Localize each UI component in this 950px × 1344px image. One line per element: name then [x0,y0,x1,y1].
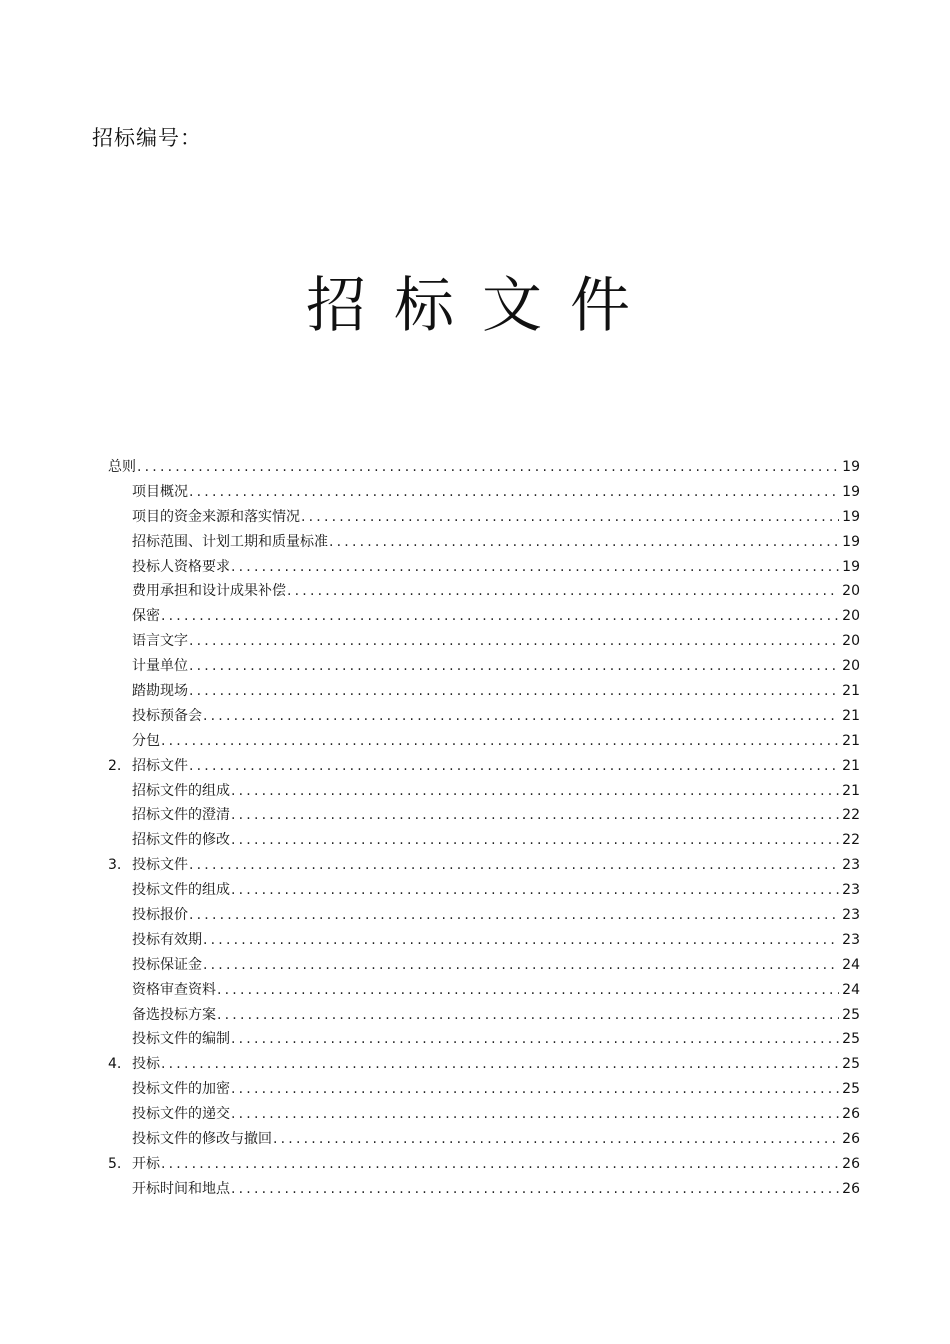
toc-entry-page: 22 [842,832,860,849]
toc-entry-page: 21 [842,757,860,774]
toc-entry-label: 投标文件的加密 [132,1081,230,1098]
toc-entry-page: 25 [842,1006,860,1023]
toc-entry-label: 语言文字 [132,633,188,650]
toc-entry-page: 21 [842,732,860,749]
toc-entry-page: 20 [842,583,860,600]
toc-dot-leader [231,1181,839,1197]
toc-entry-page: 19 [842,459,860,475]
toc-dot-leader [301,509,839,525]
toc-entry-label: 招标文件 [132,757,188,774]
toc-entry-page: 19 [842,533,860,550]
document-title: 招标文件 [306,271,658,341]
toc-entry[interactable] [108,1153,860,1178]
toc-entry-label: 开标 [132,1155,160,1172]
toc-entry-page: 19 [842,483,860,500]
toc-entry-page: 25 [842,1081,860,1098]
toc-dot-leader [203,708,839,724]
toc-dot-leader [287,583,839,599]
toc-entry[interactable] [108,1004,860,1029]
toc-entry[interactable] [108,854,860,879]
toc-entry[interactable] [108,531,860,556]
toc-entry-page: 23 [842,931,860,948]
toc-entry[interactable] [108,954,860,979]
toc-dot-leader [161,1156,839,1172]
toc-entry-label: 投标 [132,1056,160,1073]
toc-entry-label: 投标文件的递交 [132,1106,230,1123]
toc-entry-label: 踏勘现场 [132,683,188,700]
toc-entry-number: 5. [108,1155,122,1172]
toc-entry-label: 备选投标方案 [132,1006,216,1023]
toc-entry[interactable] [108,929,860,954]
toc-entry-number: 2. [108,757,122,774]
toc-entry-label: 项目的资金来源和落实情况 [132,508,300,525]
toc-dot-leader [231,1031,839,1047]
toc-entry-page: 22 [842,807,860,824]
toc-entry-label: 招标文件的组成 [132,782,230,799]
toc-entry-label: 招标范围、计划工期和质量标准 [132,533,328,550]
toc-entry-page: 23 [842,907,860,924]
toc-entry[interactable] [108,1103,860,1128]
toc-entry-label: 投标报价 [132,907,188,924]
toc-dot-leader [231,1106,839,1122]
toc-entry-label: 开标时间和地点 [132,1180,230,1197]
toc-entry-page: 21 [842,782,860,799]
toc-entry-page: 20 [842,608,860,625]
toc-entry-label: 投标人资格要求 [132,558,230,575]
toc-dot-leader [231,559,839,575]
toc-entry-label: 投标预备会 [132,707,202,724]
toc-dot-leader [273,1131,839,1147]
toc-entry[interactable] [108,730,860,755]
toc-entry-label: 分包 [132,732,160,749]
toc-entry[interactable] [108,456,860,481]
toc-entry-page: 26 [842,1155,860,1172]
toc-entry-page: 24 [842,981,860,998]
toc-entry-page: 23 [842,857,860,874]
toc-entry[interactable] [108,580,860,605]
toc-entry-page: 26 [842,1106,860,1123]
toc-dot-leader [217,1007,839,1023]
toc-dot-leader [161,1056,839,1072]
toc-entry[interactable] [108,1078,860,1103]
toc-entry[interactable] [108,1128,860,1153]
toc-entry-number: 4. [108,1056,122,1073]
toc-dot-leader [231,832,839,848]
toc-dot-leader [161,608,839,624]
toc-entry-label: 招标文件的修改 [132,832,230,849]
toc-dot-leader [161,733,839,749]
toc-dot-leader [189,484,839,500]
toc-dot-leader [189,633,839,649]
toc-entry[interactable] [108,979,860,1004]
toc-dot-leader [203,957,839,973]
toc-dot-leader [189,907,839,923]
toc-entry-page: 20 [842,658,860,675]
toc-entry-label: 保密 [132,608,160,625]
toc-entry-label: 投标文件的组成 [132,882,230,899]
toc-entry-label: 投标保证金 [132,956,202,973]
toc-entry[interactable] [108,904,860,929]
toc-entry-page: 21 [842,683,860,700]
toc-dot-leader [231,807,839,823]
toc-entry-page: 21 [842,707,860,724]
toc-dot-leader [231,783,839,799]
toc-dot-leader [231,1081,839,1097]
toc-entry-page: 19 [842,558,860,575]
toc-entry-label: 项目概况 [132,483,188,500]
toc-entry-label: 投标有效期 [132,931,202,948]
toc-entry[interactable] [108,1028,860,1053]
toc-entry-page: 20 [842,633,860,650]
toc-entry-page: 25 [842,1056,860,1073]
toc-entry[interactable] [108,780,860,805]
toc-dot-leader [217,982,839,998]
toc-entry[interactable] [108,755,860,780]
toc-dot-leader [189,658,839,674]
toc-entry[interactable] [108,705,860,730]
toc-entry-page: 26 [842,1131,860,1148]
toc-entry-number: 3. [108,857,122,874]
toc-entry-page: 26 [842,1180,860,1197]
toc-entry-label: 投标文件的修改与撤回 [132,1131,272,1148]
toc-dot-leader [189,683,839,699]
toc-entry[interactable] [108,804,860,829]
toc-entry-page: 24 [842,956,860,973]
toc-entry-label: 计量单位 [132,658,188,675]
bid-number-label: 招标编号： [92,126,202,150]
toc-entry[interactable] [108,1053,860,1078]
toc-entry-label: 资格审查资料 [132,981,216,998]
toc-entry-label: 费用承担和设计成果补偿 [132,583,286,600]
toc-dot-leader [231,882,839,898]
toc-entry[interactable] [108,556,860,581]
toc-dot-leader [137,459,839,475]
toc-entry[interactable] [108,506,860,531]
toc-dot-leader [203,932,839,948]
toc-entry[interactable] [108,481,860,506]
toc-entry[interactable] [108,1178,860,1203]
toc-entry-label: 投标文件 [132,857,188,874]
toc-dot-leader [329,534,839,550]
toc-entry[interactable] [108,680,860,705]
toc-entry-page: 25 [842,1031,860,1048]
toc-entry[interactable] [108,829,860,854]
toc-entry-label: 投标文件的编制 [132,1031,230,1048]
toc-entry-page: 23 [842,882,860,899]
toc-entry-label: 招标文件的澄清 [132,807,230,824]
toc-entry[interactable] [108,879,860,904]
toc-entry-page: 19 [842,508,860,525]
toc-entry[interactable] [108,605,860,630]
toc-dot-leader [189,758,839,774]
toc-entry[interactable] [108,630,860,655]
toc-entry-label: 总则 [108,459,136,475]
toc-dot-leader [189,857,839,873]
toc-entry[interactable] [108,655,860,680]
table-of-contents [108,456,860,1203]
